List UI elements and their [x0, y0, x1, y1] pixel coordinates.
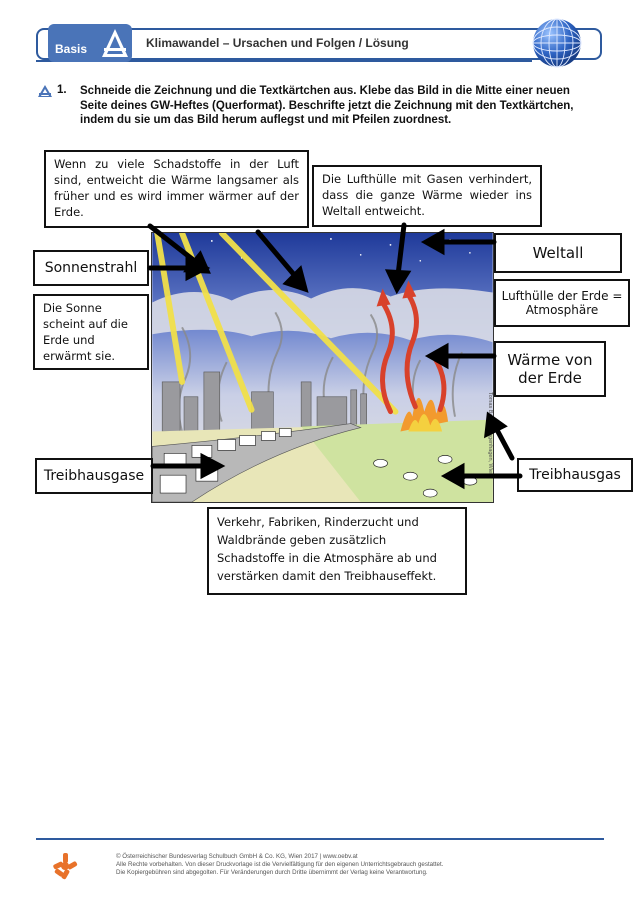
- footer-divider: [36, 838, 604, 840]
- card-sonne-scheint: Die Sonne scheint auf die Erde und erwärmt sie.: [33, 294, 149, 370]
- footer-line-2: Alle Rechte vorbehalten. Von dieser Druckvorlage ist die Vervielfältigung für den eigenen Unterrichtsgebrauch gestattet.: [116, 861, 444, 869]
- card-sonnenstrahl: Sonnenstrahl: [33, 250, 149, 286]
- card-treibhausgas: Treibhausgas: [517, 458, 633, 492]
- footer-line-3: Die Kopiergebühren sind abgegolten. Für Veränderungen durch Dritte übernimmt der Verlag keine Verantwortung.: [116, 869, 428, 877]
- task-number: 1.: [57, 84, 67, 96]
- task-instruction: Schneide die Zeichnung und die Textkärtchen aus. Klebe das Bild in die Mitte einer neuen Seite deines GW-Heftes (Querformat). Beschrifte jetzt die Zeichnung mit den Textkärtchen, indem du sie um das Bild herum auflegst und mit Pfeilen zuordnest.: [80, 85, 574, 126]
- footer-line-1: © Österreichischer Bundesverlag Schulbuch GmbH & Co. KG, Wien 2017 | www.oebv.at: [116, 853, 358, 860]
- card-weltall: Weltall: [494, 233, 622, 273]
- card-waerme-erde: Wärme von der Erde: [494, 341, 606, 397]
- card-atmosphaere: Lufthülle der Erde = Atmosphäre: [494, 279, 630, 327]
- card-treibhausgase: Treibhausgase: [35, 458, 153, 494]
- basis-badge-label: Basis: [55, 42, 88, 56]
- card-verkehr: Verkehr, Fabriken, Rinderzucht und Waldbrände geben zusätzlich Schadstoffe in die Atmosphäre ab und verstärken damit den Treibhauseffekt.: [207, 507, 467, 595]
- oebv-logo-icon: [52, 852, 78, 880]
- footer-copyright: [116, 853, 443, 878]
- card-lufthuelle-gase: Die Lufthülle mit Gasen verhindert, dass die ganze Wärme wieder ins Weltall entweicht.: [312, 165, 542, 227]
- page-title: Klimawandel – Ursachen und Folgen / Lösung: [146, 36, 409, 50]
- card-schadstoffe-luft: Wenn zu viele Schadstoffe in der Luft sind, entweicht die Wärme langsamer als früher und es wird immer wärmer auf der Erde.: [44, 150, 309, 228]
